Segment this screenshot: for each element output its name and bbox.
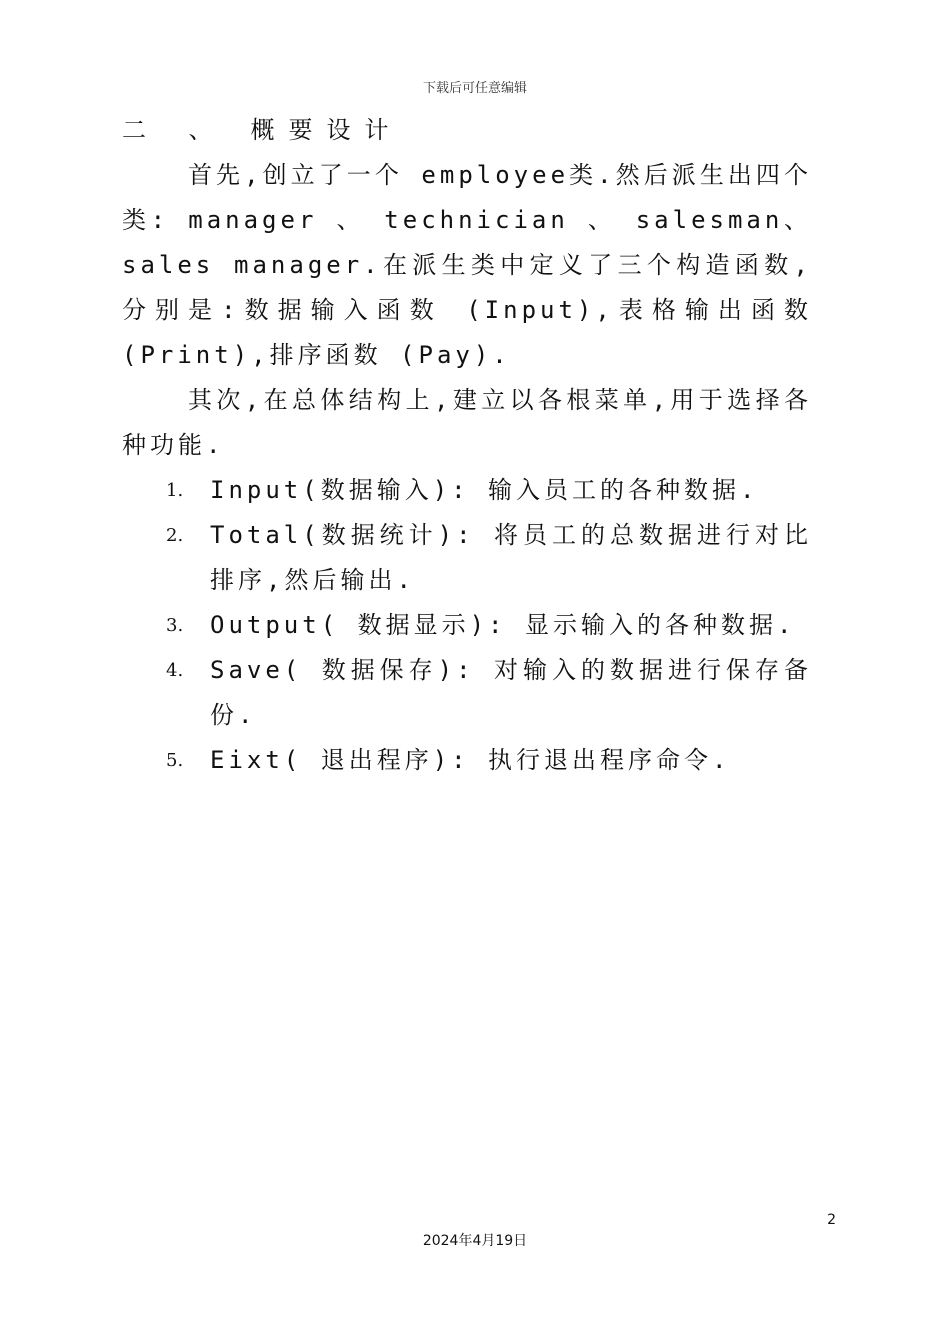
list-item-number: 2. — [166, 525, 184, 546]
list-item-text: Total(数据统计): 将员工的总数据进行对比排序,然后输出. — [210, 521, 812, 594]
document-body — [122, 108, 812, 783]
list-item — [122, 648, 812, 738]
footer-date: 2024年4月19日 — [422, 1233, 528, 1249]
list-item-number: 4. — [166, 660, 184, 681]
list-item-number: 3. — [166, 615, 184, 636]
list-item-text: Output( 数据显示): 显示输入的各种数据. — [210, 611, 796, 639]
page-number: 2 — [827, 1212, 836, 1228]
list-item — [122, 738, 812, 783]
function-list — [122, 468, 812, 783]
list-item — [122, 603, 812, 648]
paragraph-1: 首先,创立了一个 employee类.然后派生出四个类: manager 、 technician 、 salesman、 sales manager.在派生类中定义了三个构造函数,分别是:数据输入函数 (Input),表格输出函数 (Print),排序函数 (Pay). — [122, 161, 812, 369]
list-item-number: 5. — [166, 750, 184, 771]
list-item — [122, 468, 812, 513]
list-item-text: Save( 数据保存): 对输入的数据进行保存备份. — [210, 656, 812, 729]
section-number: 二 、 — [122, 116, 227, 144]
section-heading — [122, 108, 812, 153]
list-item-text: Eixt( 退出程序): 执行退出程序命令. — [210, 746, 731, 774]
paragraph-2: 其次,在总体结构上,建立以各根菜单,用于选择各种功能. — [122, 386, 812, 459]
section-title: 概要设计 — [250, 116, 403, 144]
list-item-text: Input(数据输入): 输入员工的各种数据. — [210, 476, 759, 504]
list-item-number: 1. — [166, 480, 184, 501]
page-header: 下载后可任意编辑 — [422, 81, 527, 96]
list-item — [122, 513, 812, 603]
